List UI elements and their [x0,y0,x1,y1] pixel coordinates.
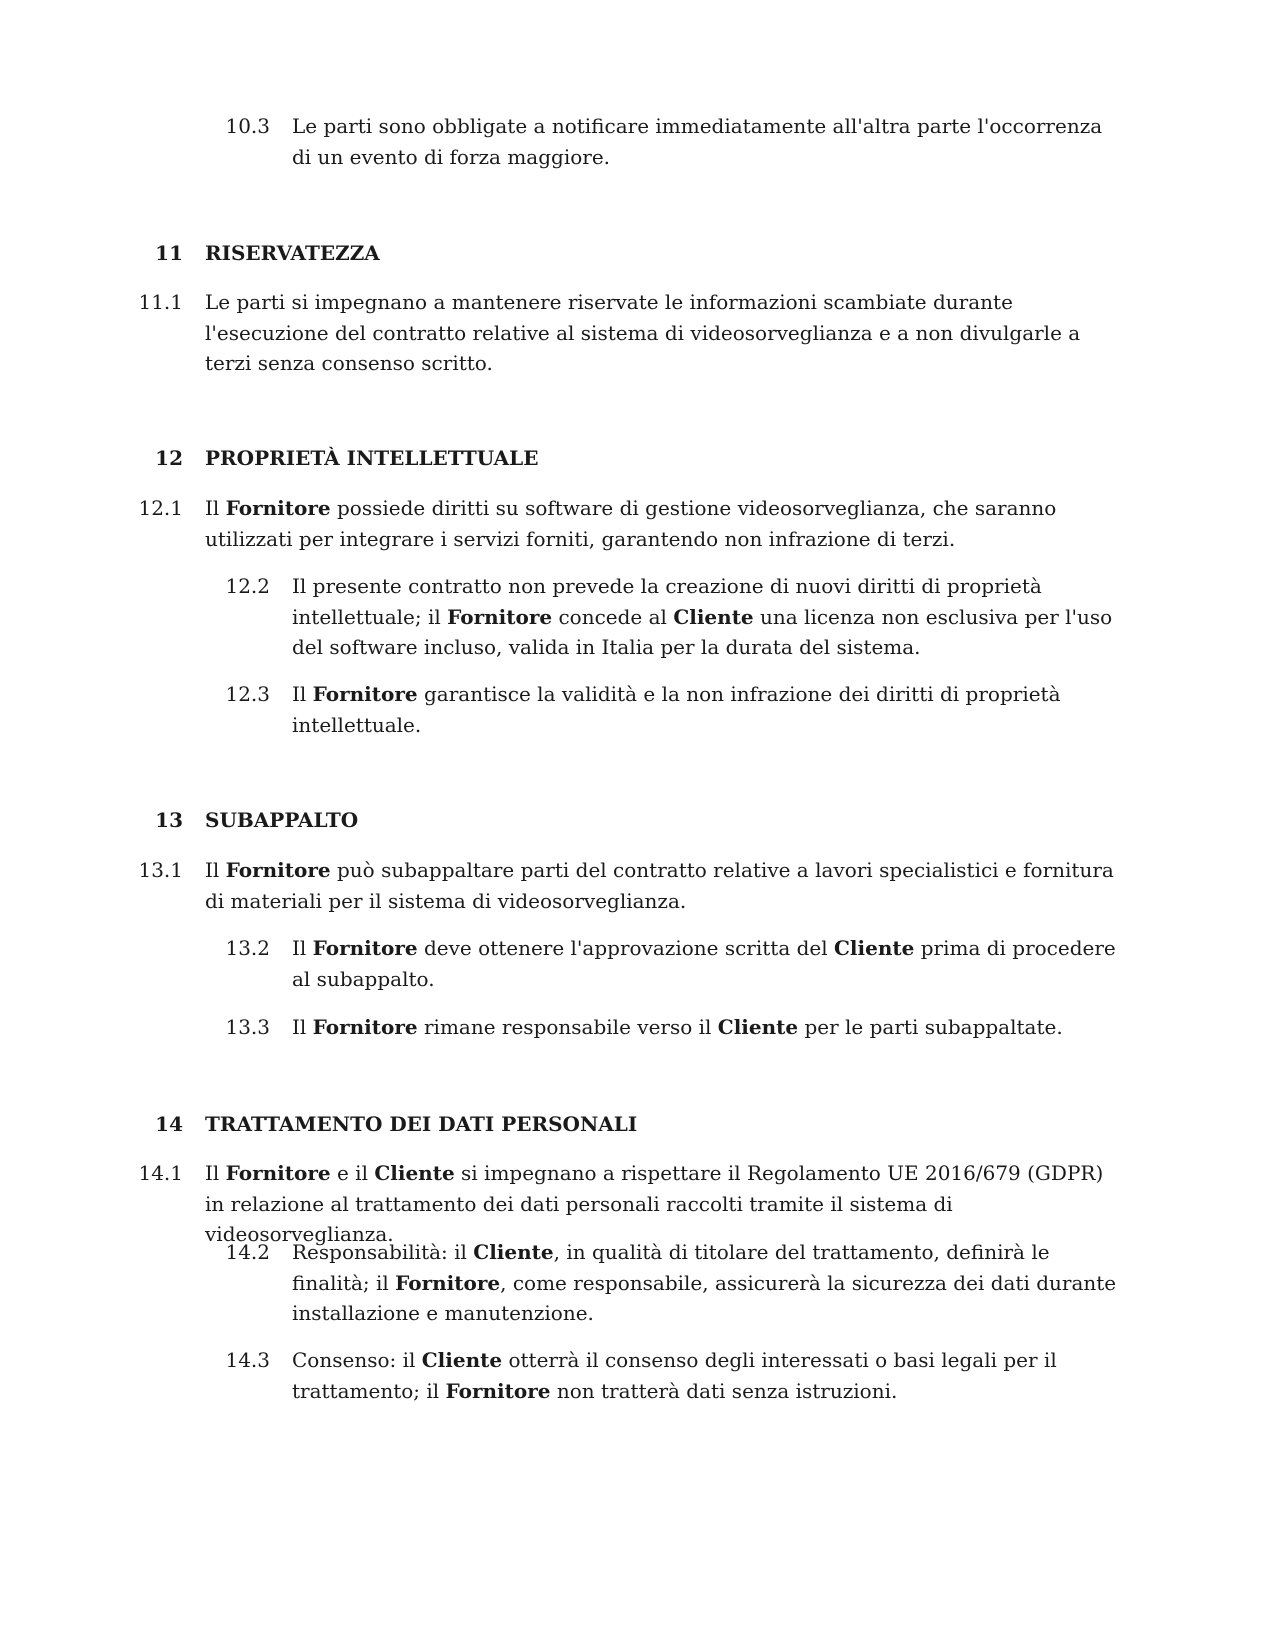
section-12-heading [0,443,538,474]
clause-11-1 [0,287,1120,379]
section-number: 11 [155,241,183,265]
clause-14-3 [0,1345,1122,1406]
clause-12-1 [0,493,1120,554]
clause-number: 14.2 [225,1240,270,1264]
clause-text: Le parti si impegnano a mantenere riservate le informazioni scambiate durante l'esecuzione del contratto relative al sistema di videosorveglianza e a non divulgarle a terzi senza consenso scritto. [205,290,1081,375]
section-title: PROPRIETÀ INTELLETTUALE [205,446,539,470]
section-11-heading [0,238,380,269]
clause-text: Consenso: il Cliente otterrà il consenso degli interessati o basi legali per il trattamento; il Fornitore non tratterà dati senza istruzioni. [292,1348,1057,1403]
clause-number: 13.2 [225,936,270,960]
clause-number: 14.3 [225,1348,270,1372]
clause-14-1 [0,1158,1120,1250]
section-13-heading [0,805,358,836]
section-number: 14 [155,1112,183,1136]
clause-text: Il presente contratto non prevede la creazione di nuovi diritti di proprietà intellettuale; il Fornitore concede al Cliente una licenza non esclusiva per l'uso del software incluso, valida in Italia per la durata del sistema. [292,574,1113,659]
clause-text: Il Fornitore possiede diritti su software di gestione videosorveglianza, che saranno utilizzati per integrare i servizi forniti, garantendo non infrazione di terzi. [205,496,1057,551]
clause-number: 10.3 [225,114,270,138]
section-number: 13 [155,808,183,832]
section-title: TRATTAMENTO DEI DATI PERSONALI [205,1112,638,1136]
clause-number: 14.1 [138,1161,183,1185]
clause-text: Responsabilità: il Cliente, in qualità di titolare del trattamento, definirà le finalità; il Fornitore, come responsabile, assicurerà la sicurezza dei dati durante installazione e manutenzione. [292,1240,1117,1325]
clause-13-2 [0,933,1122,994]
clause-number: 12.2 [225,574,270,598]
clause-13-1 [0,855,1120,916]
clause-12-2 [0,571,1122,663]
section-14-heading [0,1109,637,1140]
clause-number: 11.1 [138,290,183,314]
clause-number: 12.1 [138,496,183,520]
clause-text: Il Fornitore e il Cliente si impegnano a rispettare il Regolamento UE 2016/679 (GDPR) in relazione al trattamento dei dati personali raccolti tramite il sistema di videosorveglianza. [205,1161,1104,1246]
clause-14-2 [0,1237,1122,1329]
clause-text: Il Fornitore rimane responsabile verso il Cliente per le parti subappaltate. [292,1015,1063,1039]
section-number: 12 [155,446,183,470]
clause-12-3 [0,679,1122,740]
clause-text: Il Fornitore deve ottenere l'approvazione scritta del Cliente prima di procedere al subappalto. [292,936,1116,991]
clause-text: Le parti sono obbligate a notificare immediatamente all'altra parte l'occorrenza di un evento di forza maggiore. [292,114,1103,169]
clause-13-3 [0,1012,1122,1043]
section-title: SUBAPPALTO [205,808,359,832]
clause-number: 13.3 [225,1015,270,1039]
clause-text: Il Fornitore garantisce la validità e la non infrazione dei diritti di proprietà intellettuale. [292,682,1061,737]
clause-number: 13.1 [138,858,183,882]
section-title: RISERVATEZZA [205,241,380,265]
clause-text: Il Fornitore può subappaltare parti del contratto relative a lavori specialistici e fornitura di materiali per il sistema di videosorveglianza. [205,858,1114,913]
clause-10-3 [0,111,1122,172]
clause-number: 12.3 [225,682,270,706]
